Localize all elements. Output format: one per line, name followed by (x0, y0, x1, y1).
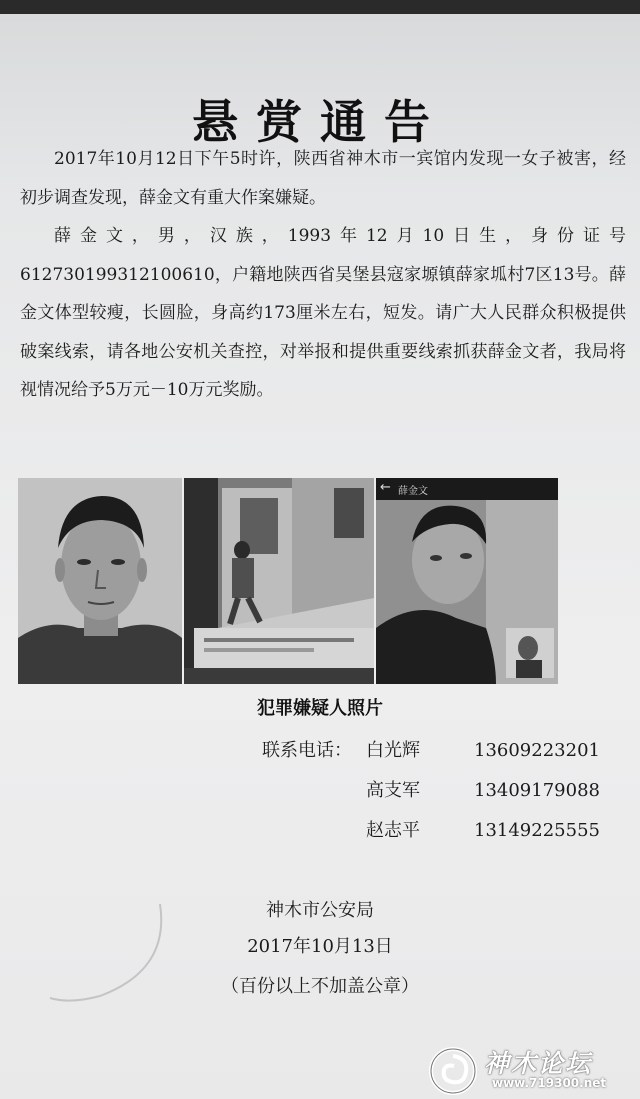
contact-name: 赵志平 (366, 820, 420, 841)
top-dark-edge (0, 0, 640, 14)
notice-body (20, 140, 626, 410)
contact-row (366, 776, 600, 802)
contact-phone[interactable]: 13409179088 (474, 780, 600, 801)
contact-label: 联系电话： (262, 740, 352, 761)
contact-row (366, 736, 600, 762)
paragraph-incident: 2017年10月12日下午5时许，陕西省神木市一宾馆内发现一女子被害，经初步调查发现，薛金文有重大作案嫌疑。 (20, 149, 626, 208)
photo-caption: 犯罪嫌疑人照片 (257, 698, 383, 719)
paper-fold-mark (40, 900, 170, 1010)
paragraph-suspect: 薛金文，男，汉族，1993年12月10日生，身份证号612730199312100610，户籍地陕西省吴堡县寇家塬镇薛家坬村7区13号。薛金文体型较瘦，长圆脸，身高约173厘米左右，短发。请广大人民群众积极提供破案线索，请各地公安机关查控，对举报和提供重要线索抓获薛金文者，我局将视情况给予5万元－10万元奖励。 (20, 226, 626, 400)
phone-contact-name: 薛金文 (398, 486, 428, 497)
seal-note: （百份以上不加盖公章） (221, 976, 419, 997)
contact-name: 白光辉 (366, 740, 420, 761)
phone-screenshot-photo (376, 478, 558, 684)
contact-name: 高支军 (366, 780, 420, 801)
issue-date: 2017年10月13日 (247, 936, 393, 957)
spiral-logo-icon (428, 1046, 478, 1096)
contact-phone[interactable]: 13149225555 (474, 820, 600, 841)
suspect-portrait-photo (18, 478, 182, 684)
site-watermark[interactable] (428, 1044, 634, 1096)
watermark-url[interactable]: www.719300.net (492, 1076, 607, 1090)
contact-row (366, 816, 600, 842)
contact-phone[interactable]: 13609223201 (474, 740, 600, 761)
issuer: 神木市公安局 (266, 900, 374, 921)
arrow-left-icon: ← (380, 480, 391, 495)
notice-title: 悬赏通告 (192, 95, 448, 149)
cctv-still-photo (184, 478, 374, 684)
watermark-site-name: 神木论坛 (484, 1049, 593, 1078)
